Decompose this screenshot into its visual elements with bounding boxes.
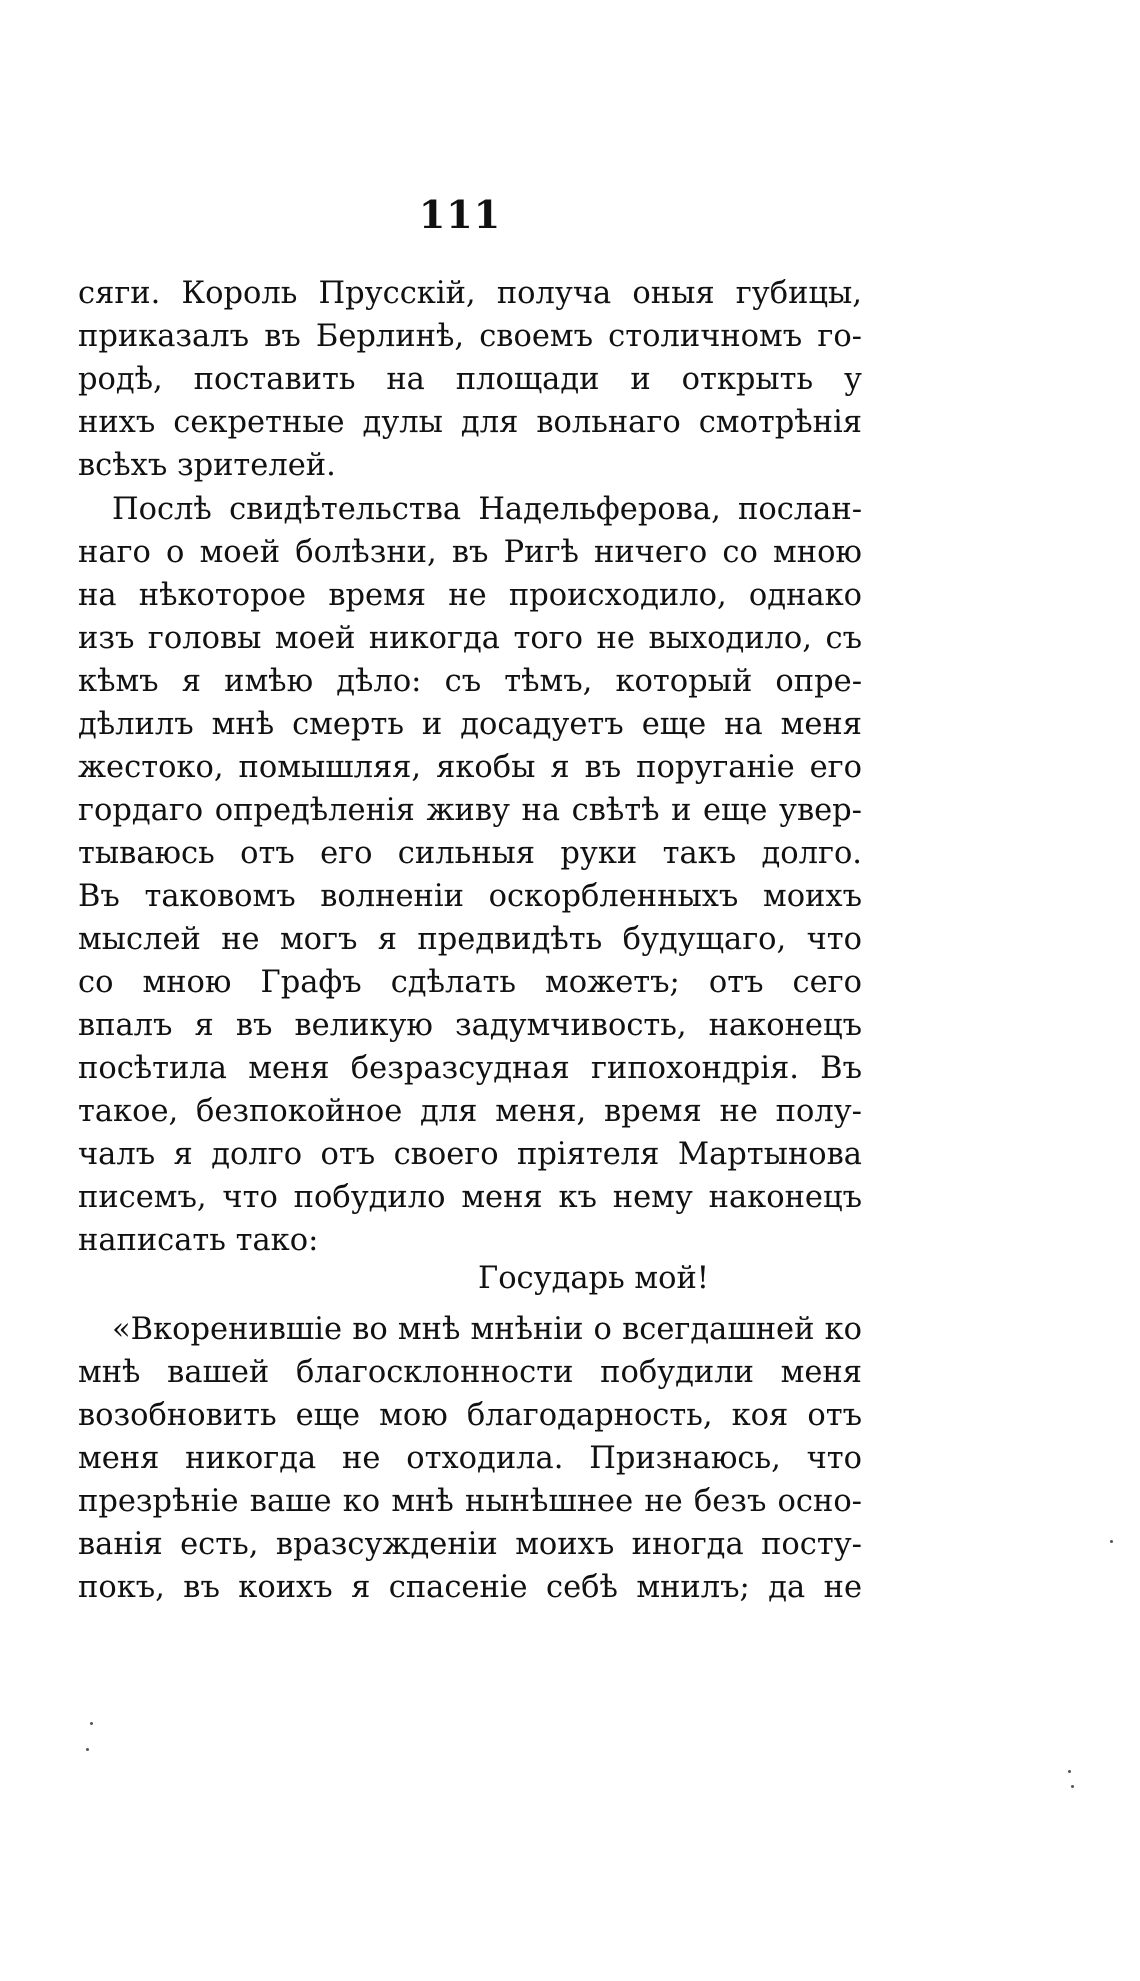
paper-speck <box>86 1748 89 1751</box>
text-line: покъ, въ коихъ я спасеніе себѣ мнилъ; да не <box>78 1570 862 1605</box>
text-line: чалъ я долго отъ своего пріятеля Мартынова <box>78 1137 862 1172</box>
text-line: мнѣ вашей благосклонности побудили меня <box>78 1355 862 1390</box>
text-line: родѣ, поставить на площади и открыть у <box>78 362 862 397</box>
paper-speck <box>1068 1770 1071 1773</box>
text-line: возобновить еще мою благодарность, коя отъ <box>78 1398 862 1433</box>
text-line: Въ таковомъ волненіи оскорбленныхъ моихъ <box>78 879 862 914</box>
text-line: дѣлилъ мнѣ смерть и досадуетъ еще на меня <box>78 707 862 742</box>
text-line: жестоко, помышляя, якобы я въ поруганіе его <box>78 750 862 785</box>
text-line: со мною Графъ сдѣлать можетъ; отъ сего <box>78 965 862 1000</box>
text-line: приказалъ въ Берлинѣ, своемъ столичномъ го- <box>78 319 862 354</box>
text-line: писемъ, что побудило меня къ нему наконецъ <box>78 1180 862 1215</box>
text-line: такое, безпокойное для меня, время не полу- <box>78 1094 862 1129</box>
text-line: тываюсь отъ его сильныя руки такъ долго. <box>78 836 862 871</box>
text-line: презрѣніе ваше ко мнѣ нынѣшнее не безъ осно- <box>78 1484 862 1519</box>
text-line: на нѣкоторое время не происходило, однако <box>78 578 862 613</box>
text-line: сяги. Король Прусскій, получа оныя губицы, <box>78 276 862 311</box>
text-line: изъ головы моей никогда того не выходило, съ <box>78 621 862 656</box>
text-line: посѣтила меня безразсудная гипохондрія. Въ <box>78 1051 862 1086</box>
text-line: гордаго опредѣленія живу на свѣтѣ и еще увер- <box>78 793 862 828</box>
text-line: наго о моей болѣзни, въ Ригѣ ничего со мною <box>78 535 862 570</box>
letter-salutation: Государь мой! <box>478 1261 710 1296</box>
paper-speck <box>1110 1540 1113 1543</box>
text-line: ванія есть, вразсужденіи моихъ иногда посту- <box>78 1527 862 1562</box>
text-line: всѣхъ зрителей. <box>78 448 336 483</box>
paper-speck <box>1071 1785 1074 1788</box>
paper-speck <box>90 1722 93 1725</box>
text-line: написать тако: <box>78 1223 319 1258</box>
text-line: впалъ я въ великую задумчивость, наконецъ <box>78 1008 862 1043</box>
text-line: нихъ секретные дулы для вольнаго смотрѣнія <box>78 405 862 440</box>
text-line: кѣмъ я имѣю дѣло: съ тѣмъ, который опре- <box>78 664 862 699</box>
text-line: «Вкоренившіе во мнѣ мнѣніи о всегдашней ко <box>112 1312 862 1347</box>
text-line: Послѣ свидѣтельства Надельферова, послан- <box>112 492 862 527</box>
text-line: мыслей не могъ я предвидѣть будущаго, что <box>78 922 862 957</box>
text-line: меня никогда не отходила. Признаюсь, что <box>78 1441 862 1476</box>
page-number: 111 <box>418 192 502 237</box>
